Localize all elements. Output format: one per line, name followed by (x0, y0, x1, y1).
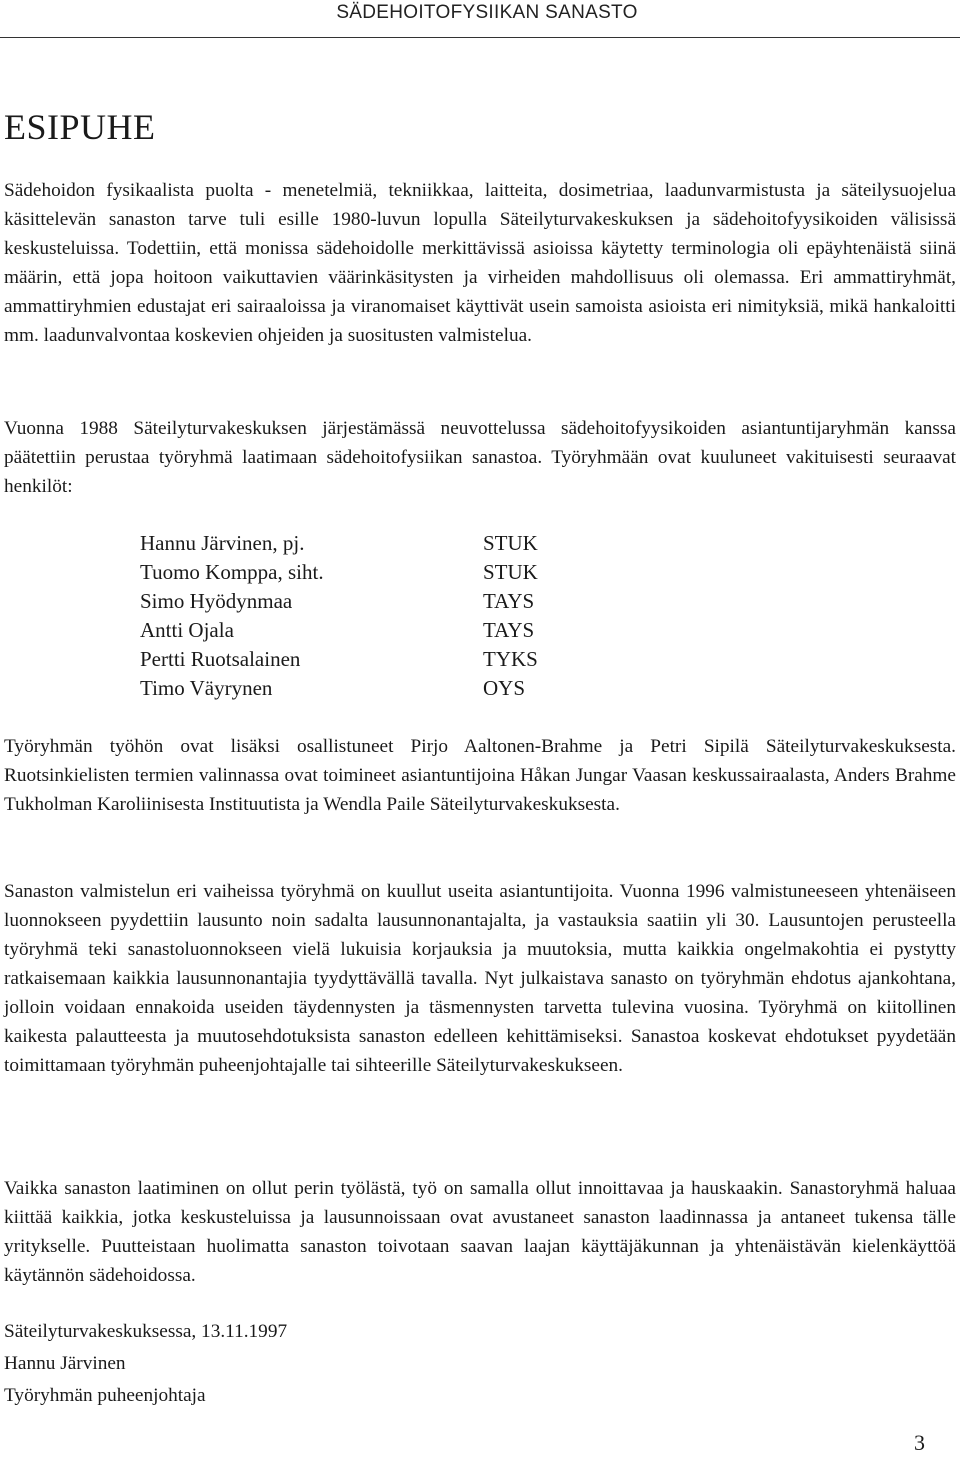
paragraph-3: Työryhmän työhön ovat lisäksi osallistuneet Pirjo Aaltonen-Brahme ja Petri Sipilä Säteilyturvakeskuksesta. Ruotsinkielisten termien valinnassa ovat toimineet asiantuntijoina Håkan Jungar Vaasan keskussairaalasta, Anders Brahme Tukholman Karoliinisesta Instituutista ja Wendla Paile Säteilyturvakeskuksesta. (4, 736, 956, 815)
member-row (140, 616, 640, 645)
member-name: Simo Hyödynmaa (140, 589, 293, 613)
member-name: Timo Väyrynen (140, 676, 273, 700)
paragraph-5: Vaikka sanaston laatiminen on ollut perin työlästä, työ on samalla ollut innoittavaa ja hauskaakin. Sanastoryhmä haluaa kiittää kaikkia, jotka keskusteluissa ja lausunnoissaan ovat avustaneet sanaston laadinnassa ja antaneet tukensa tälle yritykselle. Puutteistaan huolimatta sanaston toivotaan saavan laajan käyttäjäkunnan ja yhtenäistävän kielenkäyttöä käytännön sädehoidossa. (4, 1178, 956, 1286)
member-org: TAYS (483, 618, 535, 642)
signature-role: Työryhmän puheenjohtaja (4, 1385, 206, 1406)
member-row (140, 645, 640, 674)
paragraph-2: Vuonna 1988 Säteilyturvakeskuksen järjestämässä neuvottelussa sädehoitofyysikoiden asiantuntijaryhmän kanssa päätettiin perustaa työryhmä laatimaan sädehoitofysiikan sanastoa. Työryhmään ovat kuuluneet vakituisesti seuraavat henkilöt: (4, 418, 956, 497)
page-number: 3 (914, 1430, 925, 1455)
signature-place-date: Säteilyturvakeskuksessa, 13.11.1997 (4, 1321, 288, 1342)
member-row (140, 587, 640, 616)
member-row (140, 674, 640, 703)
member-name: Antti Ojala (140, 618, 234, 642)
member-name: Tuomo Komppa, siht. (140, 560, 324, 584)
member-row (140, 558, 640, 587)
member-org: TAYS (483, 589, 535, 613)
member-list (140, 529, 640, 703)
member-org: TYKS (483, 647, 538, 671)
member-org: STUK (483, 531, 538, 555)
member-org: OYS (483, 676, 526, 700)
paragraph-4: Sanaston valmistelun eri vaiheissa työryhmä on kuullut useita asiantuntijoita. Vuonna 1996 valmistuneeseen yhtenäiseen luonnokseen pyydettiin lausunto noin sadalta lausunnonantajalta, ja vastauksia saatiin yli 30. Lausuntojen perusteella työryhmä teki sanastoluonnokseen vielä lukuisia korjauksia ja muutoksia, mutta kaikkia ongelmakohtia ei pystytty ratkaisemaan kaikkia lausunnonantajia tyydyttävällä tavalla. Nyt julkaistava sanasto on työryhmän ehdotus ajankohtana, jolloin voidaan ennakoida useiden täydennysten ja täsmennysten tarvetta tulevina vuosina. Työryhmä on kiitollinen kaikesta palautteesta ja muutosehdotuksista sanaston edelleen kehittämiseksi. Sanastoa koskevat ehdotukset pyydetään toimittamaan työryhmän puheenjohtajalle tai sihteerille Säteilyturvakeskukseen. (4, 881, 956, 1076)
member-row (140, 529, 640, 558)
page-title: ESIPUHE (4, 107, 156, 147)
member-name: Pertti Ruotsalainen (140, 647, 301, 671)
header-rule (0, 37, 960, 38)
signature-name: Hannu Järvinen (4, 1353, 126, 1374)
member-name: Hannu Järvinen, pj. (140, 531, 305, 555)
paragraph-1: Sädehoidon fysikaalista puolta - menetelmiä, tekniikkaa, laitteita, dosimetriaa, laadunvarmistusta ja säteilysuojelua käsittelevän sanaston tarve tuli esille 1980-luvun lopulla Säteilyturvakeskuksen ja sädehoitofyysikoiden välisissä keskusteluissa. Todettiin, että monissa sädehoidolle merkittävissä asioissa käytetty terminologia oli epäyhtenäistä siinä määrin, että jopa hoitoon vaikuttavien väärinkäsitysten ja virheiden mahdollisuus oli olemassa. Eri ammattiryhmät, ammattiryhmien edustajat eri sairaaloissa ja viranomaiset käyttivät usein samoista asioista eri nimityksiä, mikä hankaloitti mm. laadunvalvontaa koskevien ohjeiden ja suositusten valmistelua. (4, 180, 956, 346)
member-org: STUK (483, 560, 538, 584)
signature-block (4, 1316, 287, 1412)
running-header: SÄDEHOITOFYSIIKAN SANASTO (336, 2, 638, 23)
